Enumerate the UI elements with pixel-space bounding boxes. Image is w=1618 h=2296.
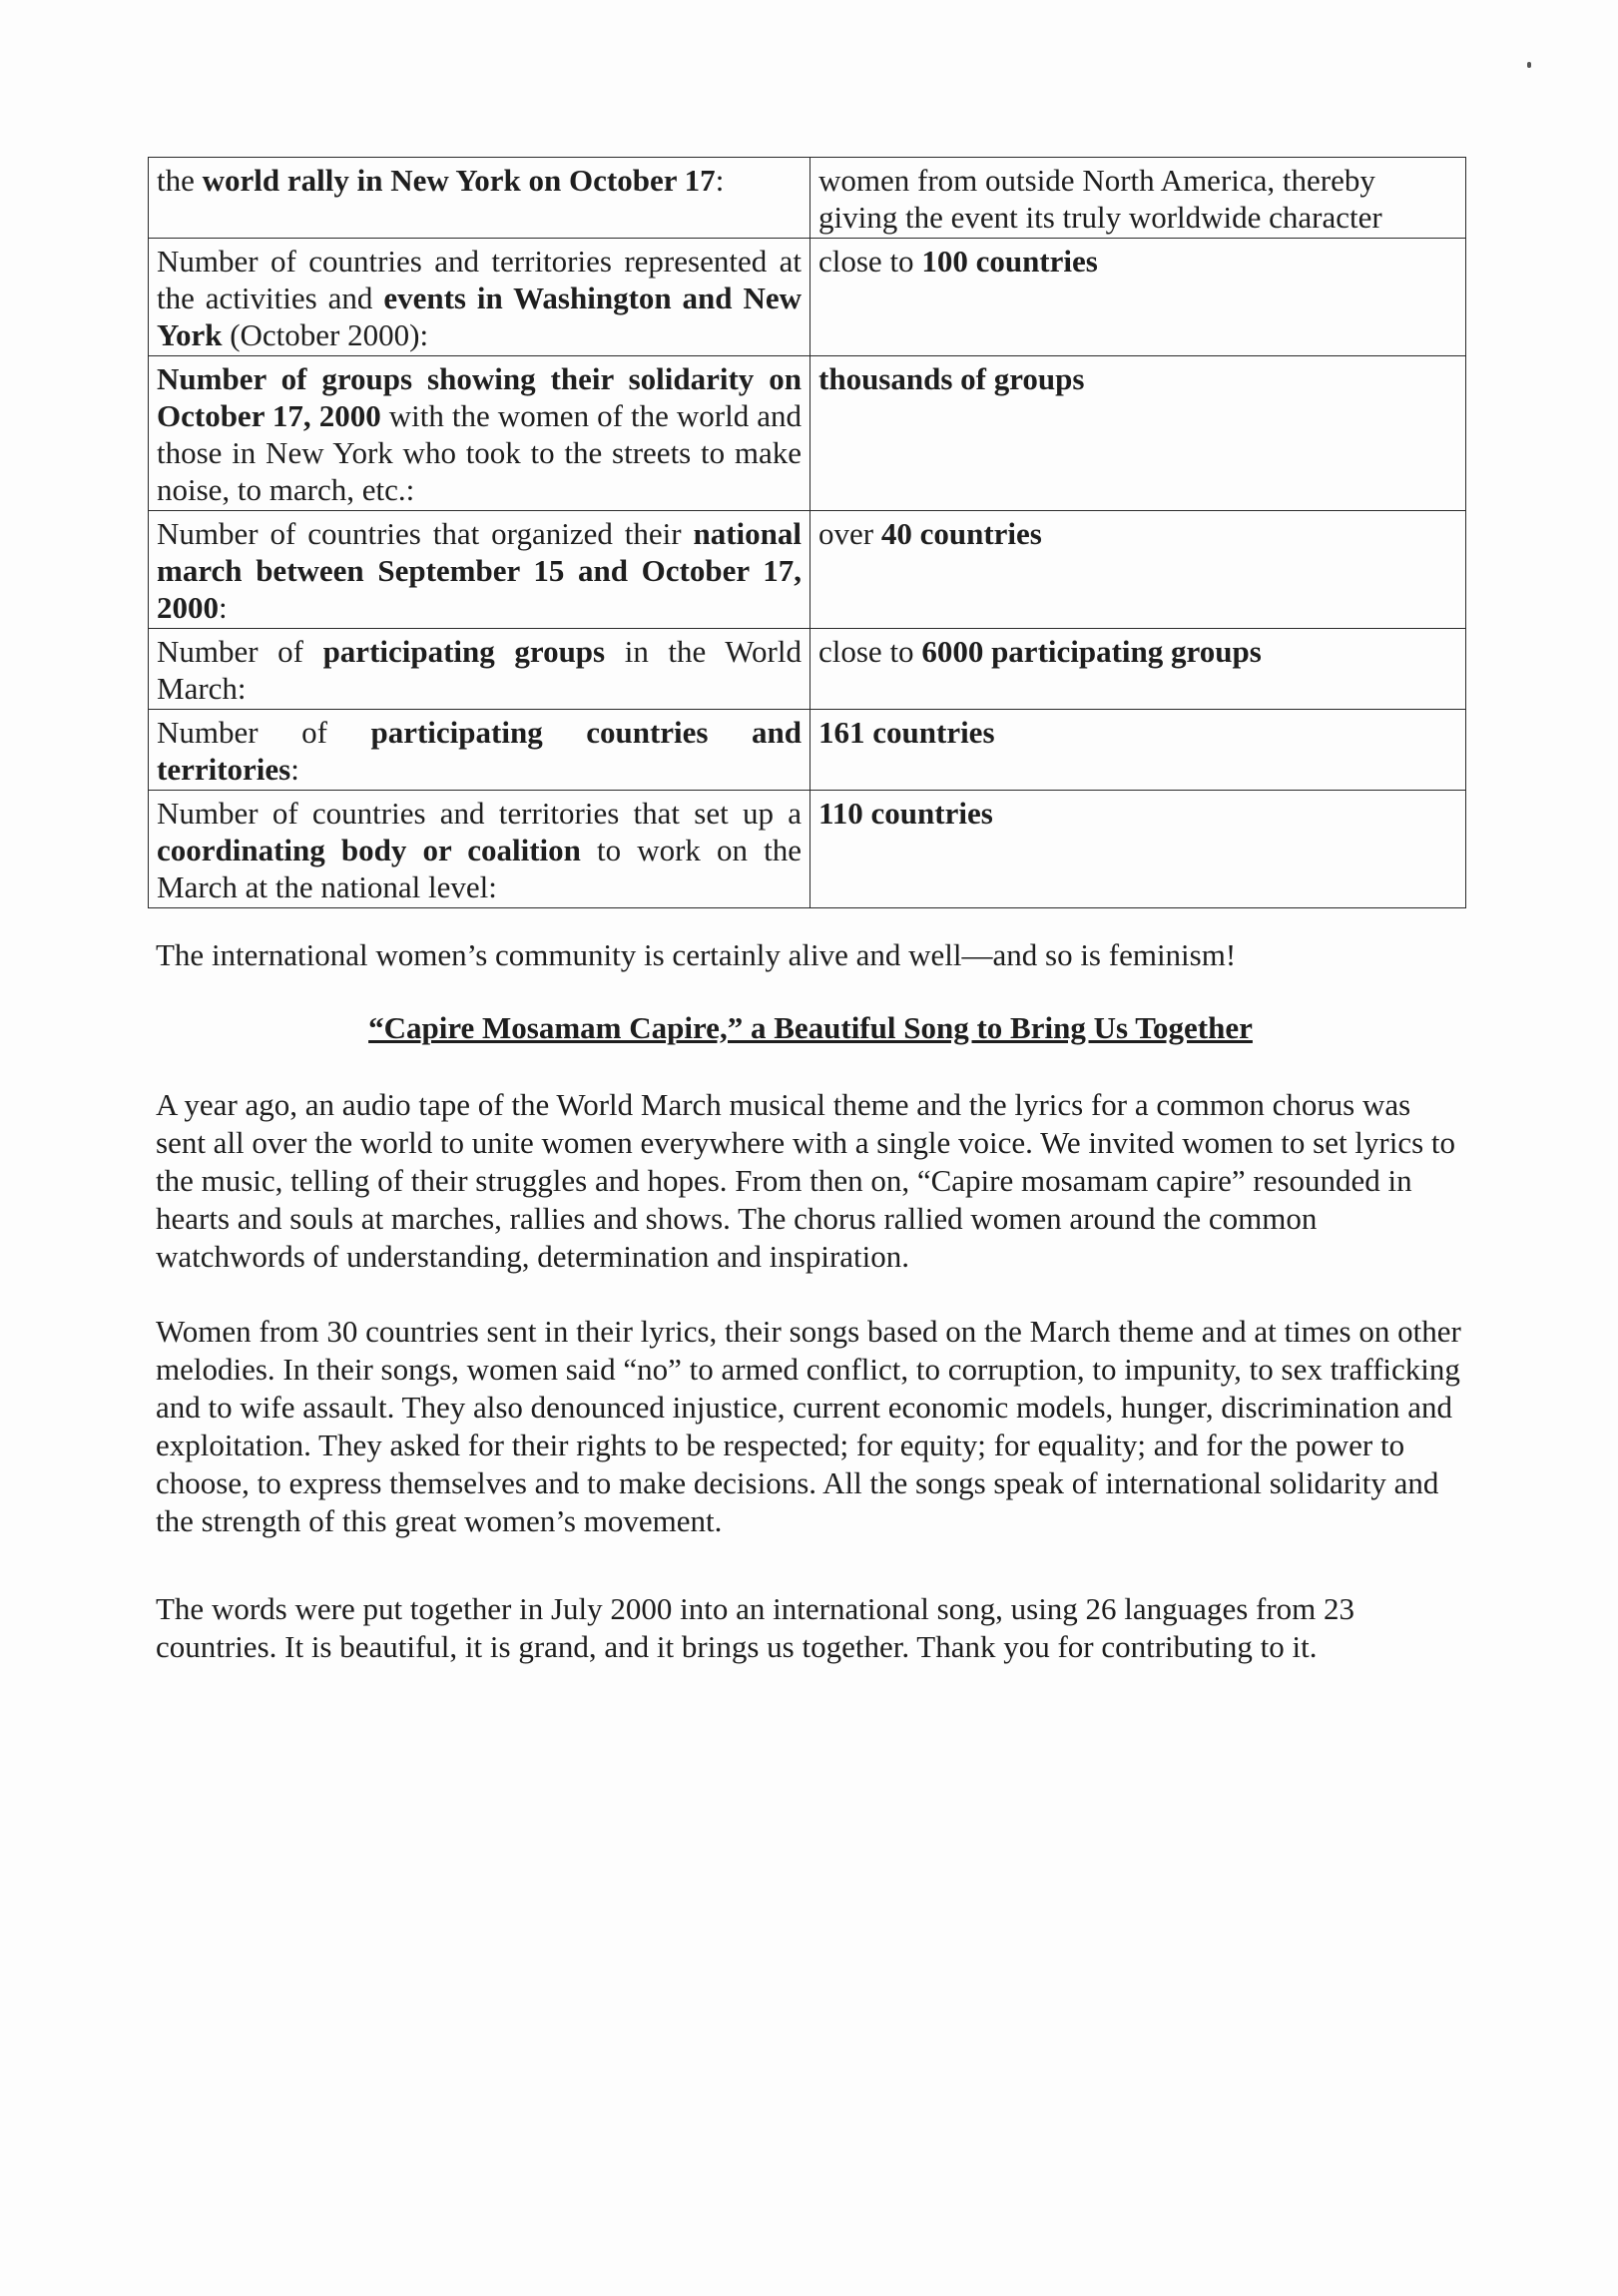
bold-text: 40 countries xyxy=(880,516,1042,551)
table-cell-value xyxy=(810,239,1466,356)
text-run: the xyxy=(157,163,203,198)
bold-text: participating groups xyxy=(322,634,606,669)
scan-speck xyxy=(1527,62,1531,68)
table-cell-value xyxy=(810,629,1466,710)
table-cell-value xyxy=(810,791,1466,908)
bold-text: 161 countries xyxy=(818,715,995,750)
text-run: with the women of the world and those in New York who took to the streets to make noise, to march, etc.: xyxy=(157,398,802,507)
bold-text: world rally in New York on October 17 xyxy=(202,163,716,198)
text-run: Number of countries and territories that set up a xyxy=(157,796,802,831)
table-row xyxy=(149,511,1466,629)
bold-text: Number of groups showing their solidarity on October 17, 2000 xyxy=(157,361,802,433)
table-cell-label xyxy=(149,356,810,511)
text-run: Number of countries and territories represented at the activities and xyxy=(157,244,802,315)
text-run: women from outside North America, thereby giving the event its truly worldwide character xyxy=(818,163,1382,235)
text-run: Number of xyxy=(157,634,323,669)
summary-sentence: The international women’s community is certainly alive and well—and so is feminism! xyxy=(156,937,1237,972)
text-run: (October 2000): xyxy=(222,317,429,352)
table-row xyxy=(149,239,1466,356)
paragraph-1: A year ago, an audio tape of the World March musical theme and the lyrics for a common chorus was sent all over the world to unite women everywhere with a single voice. We invited women to set lyrics to the music, telling of their struggles and hopes. From then on, “Capire mosamam capire” resounded in hearts and souls at marches, rallies and shows. The chorus rallied women around the common watchwords of understanding, determination and inspiration. xyxy=(156,1087,1456,1274)
text-run: : xyxy=(219,590,228,625)
table-row xyxy=(149,710,1466,791)
table-row xyxy=(149,356,1466,511)
table-cell-label xyxy=(149,158,810,239)
text-run: in the World March: xyxy=(157,634,802,706)
statistics-table xyxy=(148,157,1466,908)
table-row xyxy=(149,629,1466,710)
table-cell-value xyxy=(810,356,1466,511)
bold-text: coordinating body or coalition xyxy=(157,833,581,867)
text-run: : xyxy=(715,163,725,198)
text-run: Number of xyxy=(157,715,371,750)
text-run: close to xyxy=(818,634,922,669)
bold-text: participating countries and territories xyxy=(157,715,802,787)
section-heading: “Capire Mosamam Capire,” a Beautiful Song to Bring Us Together xyxy=(368,1010,1253,1045)
bold-text: 6000 participating groups xyxy=(921,634,1262,669)
bold-text: 100 countries xyxy=(921,244,1098,279)
bold-text: thousands of groups xyxy=(818,361,1085,396)
table-cell-label xyxy=(149,511,810,629)
table-cell-label xyxy=(149,239,810,356)
table-row xyxy=(149,791,1466,908)
table-cell-label xyxy=(149,629,810,710)
bold-text: events in Washington and New York xyxy=(157,281,803,352)
bold-text: national march between September 15 and October 17, 2000 xyxy=(157,516,802,625)
statistics-table-body xyxy=(149,158,1466,908)
paragraph-2: Women from 30 countries sent in their lyrics, their songs based on the March theme and at times on other melodies. In their songs, women said “no” to armed conflict, to corruption, to impunity, to sex trafficking and to wife assault. They also denounced injustice, current economic models, hunger, discrimination and exploitation. They asked for their rights to be respected; for equity; for equality; and for the power to choose, to express themselves and to make decisions. All the songs speak of international solidarity and the strength of this great women’s movement. xyxy=(156,1314,1461,1538)
table-cell-label xyxy=(149,710,810,791)
text-run: over xyxy=(818,516,881,551)
table-row xyxy=(149,158,1466,239)
text-run: to work on the March at the national level: xyxy=(157,833,802,904)
bold-text: 110 countries xyxy=(818,796,993,831)
paragraph-3: The words were put together in July 2000 into an international song, using 26 languages from 23 countries. It is beautiful, it is grand, and it brings us together. Thank you for contributing to it. xyxy=(156,1591,1355,1664)
table-cell-label xyxy=(149,791,810,908)
table-cell-value xyxy=(810,710,1466,791)
text-run: close to xyxy=(818,244,922,279)
table-cell-value xyxy=(810,511,1466,629)
text-run: : xyxy=(290,752,299,787)
table-cell-value xyxy=(810,158,1466,239)
text-run: Number of countries that organized their xyxy=(157,516,694,551)
